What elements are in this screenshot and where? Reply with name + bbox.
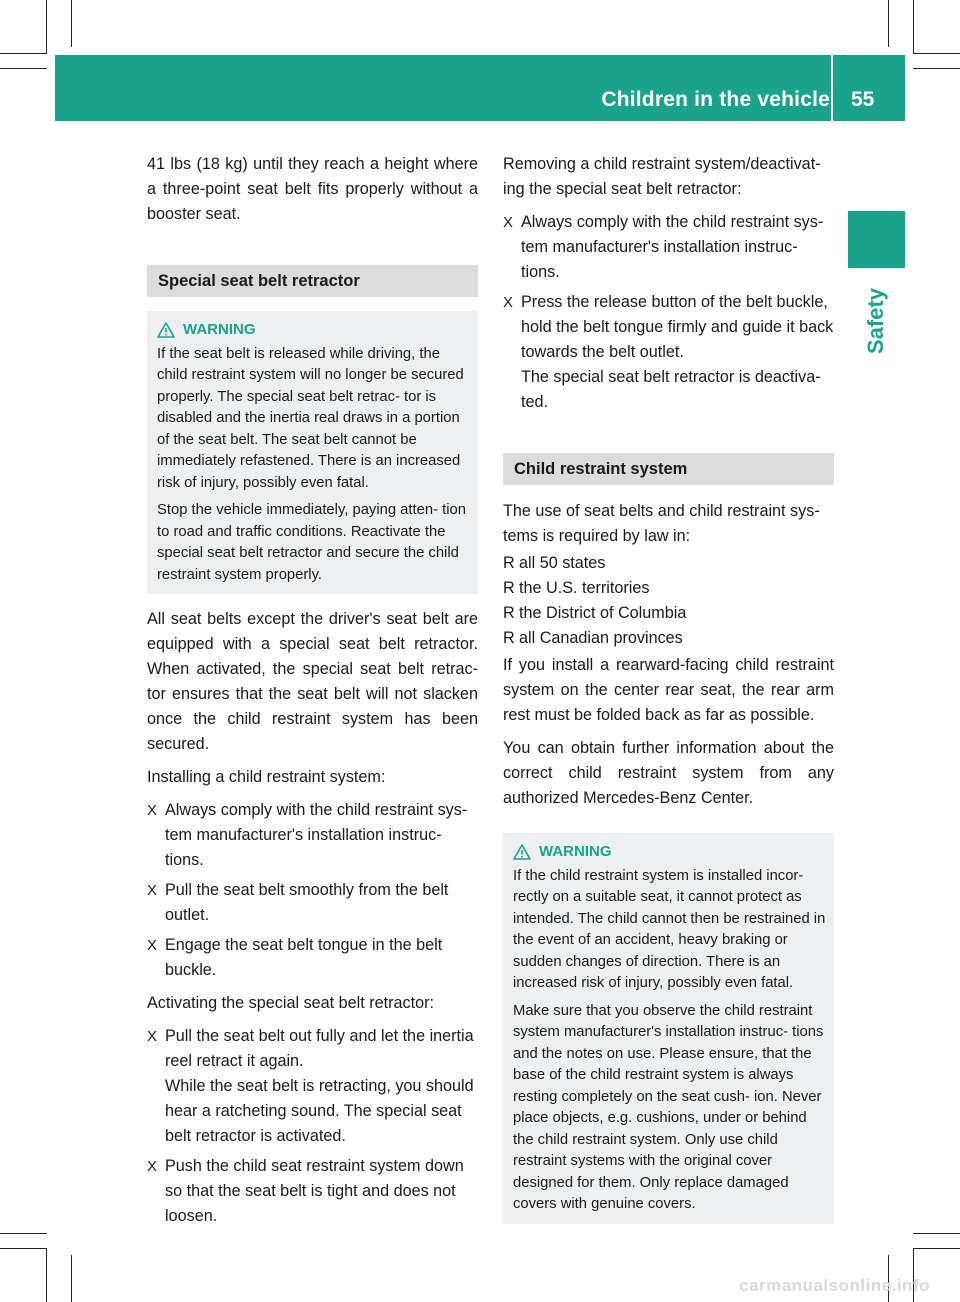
warning-box [503, 833, 834, 1224]
crop-mark [888, 0, 889, 47]
crop-mark [46, 0, 47, 53]
bullet-icon: R [503, 604, 515, 622]
list-item-text: the U.S. territories [519, 579, 650, 597]
step-result: The special seat belt retractor is deactiva- ted. [521, 368, 821, 411]
instruction-step [503, 290, 834, 415]
bullet-icon: R [503, 579, 515, 597]
instruction-step [503, 210, 834, 285]
instruction-intro: Activating the special seat belt retractor: [147, 994, 435, 1012]
crop-mark [0, 1233, 47, 1234]
crop-mark [913, 1233, 960, 1234]
crop-mark [71, 0, 72, 47]
crop-mark [0, 1248, 47, 1249]
body-paragraph: If you install a rearward-facing child restraint system on the center rear seat, the rear arm rest must be folded back as far as possible. [503, 656, 834, 724]
list-item-text: all 50 states [519, 554, 606, 572]
side-tab-label: Safety [863, 287, 888, 355]
bullet-icon: R [503, 554, 515, 572]
step-result: While the seat belt is retracting, you should hear a ratcheting sound. The special seat belt retractor is activated. [165, 1077, 474, 1145]
step-text: Pull the seat belt out fully and let the inertia reel retract it again. [165, 1027, 474, 1070]
crop-mark [0, 53, 47, 54]
step-arrow-icon: X [147, 937, 158, 954]
warning-triangle-icon [157, 322, 175, 338]
warning-header [513, 841, 826, 863]
warning-box [147, 311, 478, 594]
step-content [521, 290, 834, 415]
instruction-intro: Installing a child restraint system: [147, 768, 386, 786]
step-text: Pull the seat belt smoothly from the belt outlet. [165, 881, 449, 924]
list-item-text: the District of Columbia [519, 604, 687, 622]
list-item [503, 626, 834, 651]
crop-mark [913, 0, 914, 53]
instruction-step [147, 1024, 478, 1149]
instruction-step [147, 933, 478, 983]
footer-watermark[interactable]: carmanualsonline.info [739, 1276, 930, 1295]
list-item-text: all Canadian provinces [519, 629, 683, 647]
crop-mark [913, 53, 960, 54]
warning-text: Stop the vehicle immediately, paying atten- tion to road and traffic conditions. Reactivate the special seat belt retractor and secure the child restraint system properly. [157, 502, 466, 583]
warning-text: If the child restraint system is installed incor- rectly on a suitable seat, it cannot protect as intended. The child cannot then be restrained in the event of an accident, heavy braking or sudden changes of direction. There is an increased risk of injury, possibly even fatal. [513, 867, 826, 991]
instruction-step [147, 878, 478, 928]
step-arrow-icon: X [147, 802, 158, 819]
step-arrow-icon: X [503, 294, 514, 311]
crop-mark [46, 1248, 47, 1302]
crop-mark [913, 68, 960, 69]
step-content [165, 1024, 478, 1149]
crop-mark [913, 1248, 960, 1249]
step-arrow-icon: X [147, 1028, 158, 1045]
warning-header [157, 319, 470, 341]
bullet-icon: R [503, 629, 515, 647]
body-paragraph: All seat belts except the driver's seat belt are equipped with a special seat belt retractor. When activated, the special seat belt retrac- tor ensures that the seat belt will not slacken once the child restraint system has been secured. [147, 610, 478, 753]
side-tab-marker [848, 211, 905, 268]
step-text: Push the child seat restraint system down so that the seat belt is tight and does not loosen. [165, 1157, 464, 1225]
intro-paragraph: 41 lbs (18 kg) until they reach a height where a three-point seat belt fits properly without a booster seat. [147, 155, 478, 223]
crop-mark [0, 68, 47, 69]
page-title: Children in the vehicle [601, 88, 830, 111]
list-item [503, 551, 834, 576]
header-divider [831, 55, 833, 121]
warning-text: If the seat belt is released while driving, the child restraint system will no longer be secured properly. The special seat belt retrac- tor is disabled and the inertia real draws in a portion of the seat belt. The seat belt cannot be immediately refastened. There is an increased risk of injury, possibly even fatal. [157, 345, 464, 491]
step-arrow-icon: X [147, 882, 158, 899]
step-text: Always comply with the child restraint sys- tem manufacturer's installation instruc- tions. [521, 213, 824, 281]
instruction-step [147, 1154, 478, 1229]
step-arrow-icon: X [147, 1158, 158, 1175]
left-column [147, 152, 478, 1234]
list-item [503, 601, 834, 626]
instruction-step [147, 798, 478, 873]
step-text: Always comply with the child restraint sys- tem manufacturer's installation instruc- tions. [165, 801, 468, 869]
body-paragraph: You can obtain further information about the correct child restraint system from any authorized Mercedes-Benz Center. [503, 739, 834, 807]
step-arrow-icon: X [503, 214, 514, 231]
section-heading: Special seat belt retractor [147, 265, 478, 297]
warning-title: WARNING [183, 321, 256, 338]
list-item [503, 576, 834, 601]
warning-text: Make sure that you observe the child restraint system manufacturer's installation instruc- tions and the notes on use. Please ensure, that the base of the child restraint system is always resting completely on the seat cush- ion. Never place objects, e.g. cushions, under or behind the child restraint system. Only use child restraint systems with the original cover designed for them. Only replace damaged covers with genuine covers. [513, 1002, 824, 1212]
warning-triangle-icon [513, 844, 531, 860]
right-column [503, 152, 834, 1237]
warning-title: WARNING [539, 843, 612, 860]
section-heading: Child restraint system [503, 453, 834, 485]
body-paragraph: The use of seat belts and child restraint sys- tems is required by law in: [503, 502, 820, 545]
instruction-intro: Removing a child restraint system/deactivat- ing the special seat belt retractor: [503, 155, 821, 198]
step-text: Engage the seat belt tongue in the belt buckle. [165, 936, 443, 979]
crop-mark [71, 1255, 72, 1302]
step-text: Press the release button of the belt buckle, hold the belt tongue firmly and guide it back towards the belt outlet. [521, 293, 834, 361]
page-number: 55 [851, 88, 875, 111]
